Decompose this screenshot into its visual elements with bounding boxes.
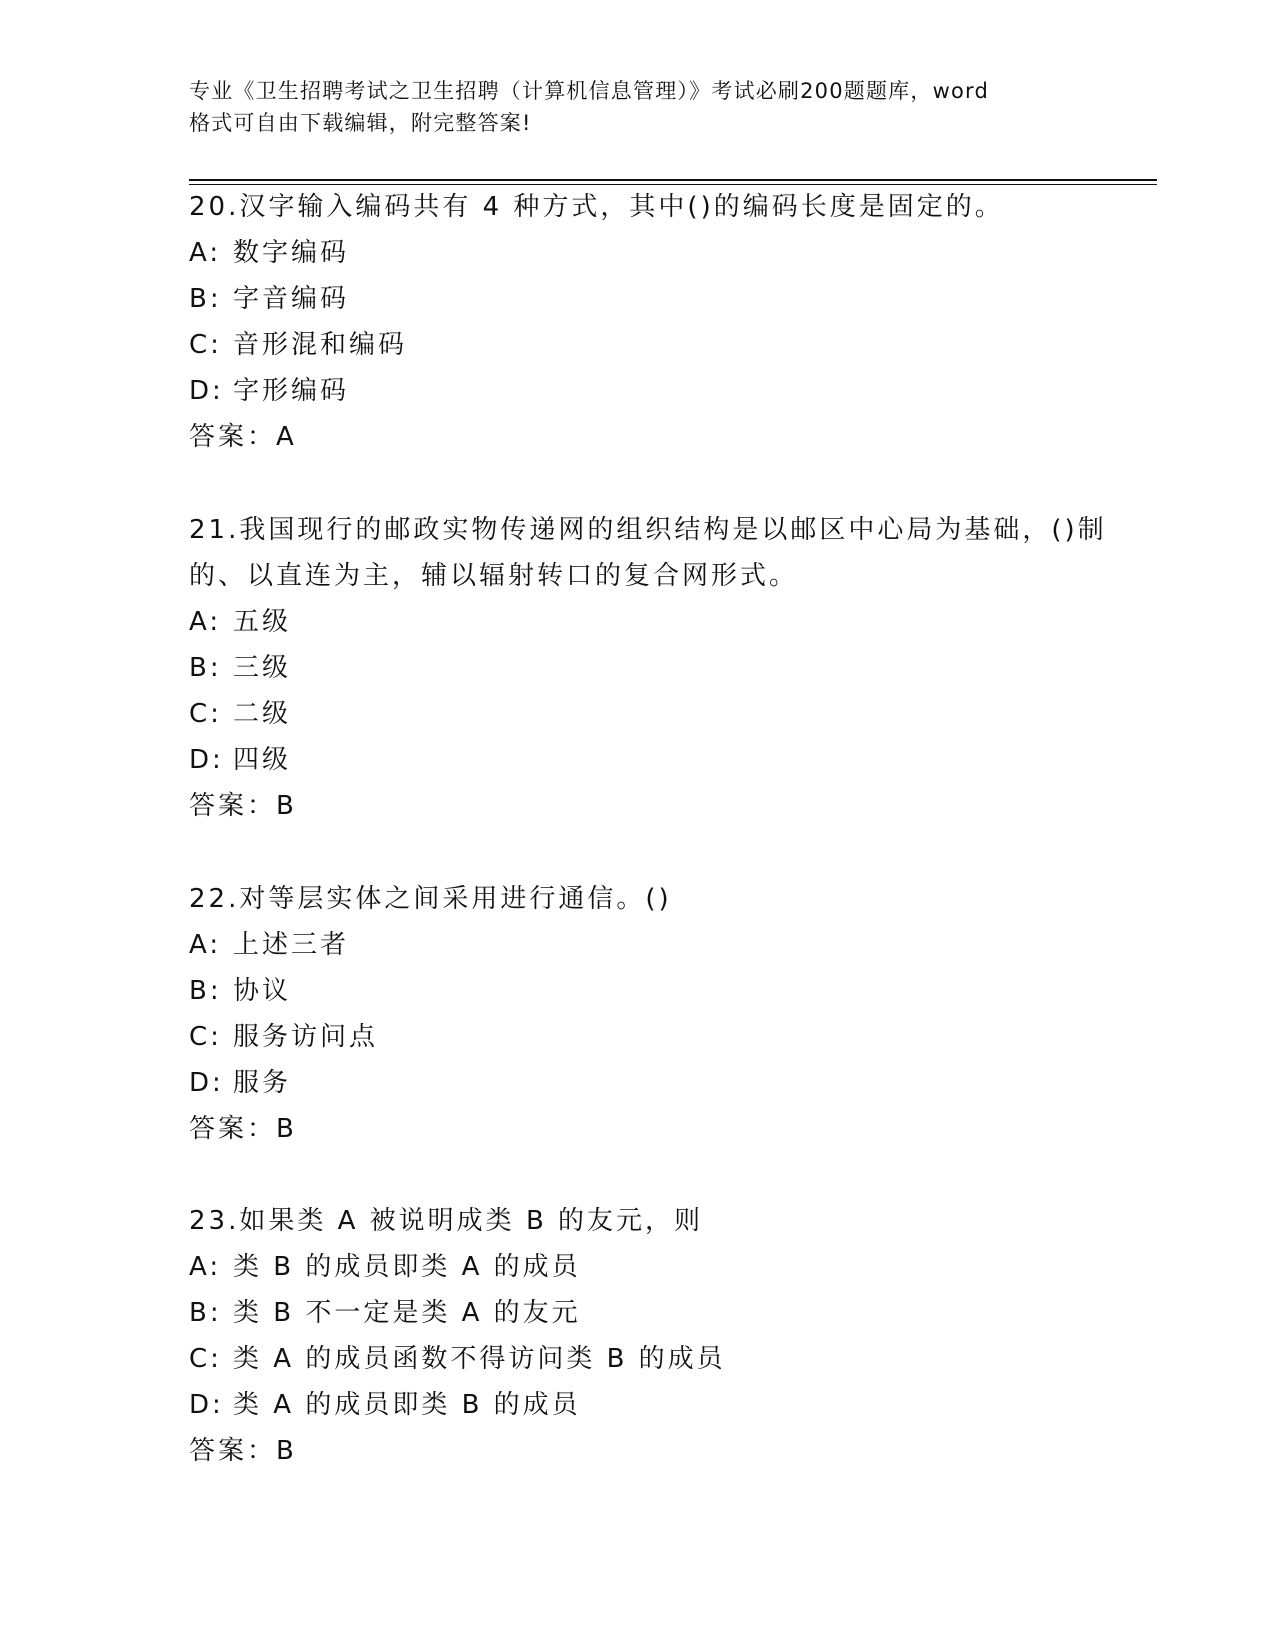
question-22 bbox=[189, 876, 1109, 1152]
question-text: 对等层实体之间采用进行通信。() bbox=[239, 884, 672, 914]
question-stem bbox=[189, 1198, 1109, 1244]
header-divider-thick bbox=[189, 179, 1157, 181]
option-a bbox=[189, 230, 1109, 276]
option-letter: D: bbox=[189, 1390, 224, 1420]
option-text: 类 B 的成员即类 A 的成员 bbox=[233, 1252, 581, 1282]
option-text: 二级 bbox=[233, 699, 292, 729]
option-letter: A: bbox=[189, 930, 222, 960]
option-d bbox=[189, 368, 1109, 414]
answer-line: 答案：B bbox=[189, 1114, 297, 1144]
option-text: 协议 bbox=[233, 976, 292, 1006]
question-23 bbox=[189, 1198, 1109, 1474]
option-letter: D: bbox=[189, 376, 224, 406]
option-text: 四级 bbox=[233, 745, 292, 775]
option-d bbox=[189, 1382, 1109, 1428]
answer-line: 答案：B bbox=[189, 1436, 297, 1466]
option-a bbox=[189, 1244, 1109, 1290]
question-number: 22. bbox=[189, 884, 240, 914]
question-stem bbox=[189, 507, 1109, 599]
option-letter: B: bbox=[189, 976, 222, 1006]
option-text: 字形编码 bbox=[233, 376, 350, 406]
option-letter: D: bbox=[189, 745, 224, 775]
option-b bbox=[189, 645, 1109, 691]
option-letter: A: bbox=[189, 238, 222, 268]
option-d bbox=[189, 737, 1109, 783]
answer-line: 答案：A bbox=[189, 422, 297, 452]
option-a bbox=[189, 922, 1109, 968]
option-c bbox=[189, 1336, 1109, 1382]
option-letter: A: bbox=[189, 607, 222, 637]
question-stem bbox=[189, 876, 1109, 922]
question-text: 汉字输入编码共有 4 种方式，其中()的编码长度是固定的。 bbox=[239, 192, 1004, 222]
question-number: 20. bbox=[189, 192, 240, 222]
option-c bbox=[189, 1014, 1109, 1060]
option-d bbox=[189, 1060, 1109, 1106]
option-letter: C: bbox=[189, 699, 222, 729]
option-b bbox=[189, 968, 1109, 1014]
option-text: 三级 bbox=[233, 653, 292, 683]
option-b bbox=[189, 1290, 1109, 1336]
option-a bbox=[189, 599, 1109, 645]
option-letter: B: bbox=[189, 653, 222, 683]
question-text: 如果类 A 被说明成类 B 的友元，则 bbox=[239, 1206, 704, 1236]
option-letter: C: bbox=[189, 330, 222, 360]
question-20 bbox=[189, 184, 1109, 460]
question-stem bbox=[189, 184, 1109, 230]
option-letter: B: bbox=[189, 284, 222, 314]
option-text: 字音编码 bbox=[233, 284, 350, 314]
option-text: 服务 bbox=[233, 1068, 292, 1098]
option-text: 类 B 不一定是类 A 的友元 bbox=[233, 1298, 581, 1328]
question-number: 23. bbox=[189, 1206, 240, 1236]
option-text: 数字编码 bbox=[233, 238, 350, 268]
header-line-2: 格式可自由下载编辑，附完整答案! bbox=[189, 111, 532, 135]
question-21 bbox=[189, 507, 1109, 829]
option-letter: A: bbox=[189, 1252, 222, 1282]
option-letter: C: bbox=[189, 1344, 222, 1374]
option-b bbox=[189, 276, 1109, 322]
option-text: 服务访问点 bbox=[233, 1022, 379, 1052]
option-letter: D: bbox=[189, 1068, 224, 1098]
option-text: 类 A 的成员即类 B 的成员 bbox=[233, 1390, 581, 1420]
option-letter: B: bbox=[189, 1298, 222, 1328]
option-text: 五级 bbox=[233, 607, 292, 637]
option-text: 上述三者 bbox=[233, 930, 350, 960]
answer-line: 答案：B bbox=[189, 791, 297, 821]
option-text: 音形混和编码 bbox=[233, 330, 408, 360]
question-text: 我国现行的邮政实物传递网的组织结构是以邮区中心局为基础，()制的、以直连为主，辅以辐射转口的复合网形式。 bbox=[189, 515, 1107, 591]
question-number: 21. bbox=[189, 515, 240, 545]
option-c bbox=[189, 322, 1109, 368]
option-text: 类 A 的成员函数不得访问类 B 的成员 bbox=[233, 1344, 726, 1374]
header-line-1: 专业《卫生招聘考试之卫生招聘（计算机信息管理）》考试必刷200题题库，word bbox=[189, 79, 989, 103]
document-header bbox=[189, 75, 1089, 139]
option-c bbox=[189, 691, 1109, 737]
option-letter: C: bbox=[189, 1022, 222, 1052]
